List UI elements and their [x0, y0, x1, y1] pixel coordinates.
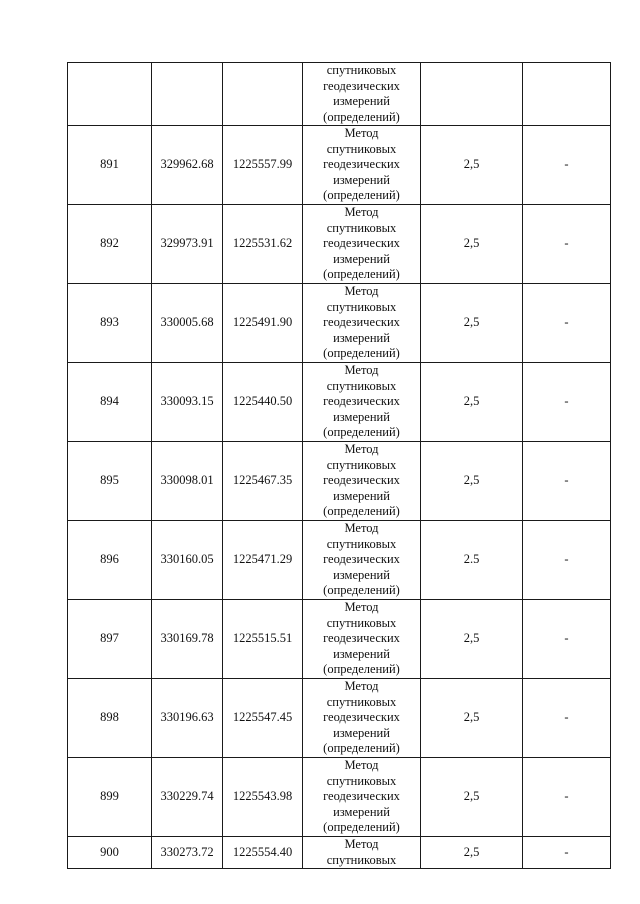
cell-note — [523, 63, 611, 126]
cell-y: 1225491.90 — [223, 284, 303, 363]
coordinates-table — [67, 62, 611, 869]
cell-number: 893 — [68, 284, 152, 363]
cell-method — [303, 205, 421, 284]
cell-accuracy — [421, 63, 523, 126]
table-row — [68, 126, 611, 205]
table-row — [68, 363, 611, 442]
method-line: спутниковых — [326, 852, 397, 867]
cell-accuracy: 2,5 — [421, 600, 523, 679]
cell-x: 330273.72 — [152, 837, 223, 869]
table-row — [68, 758, 611, 837]
method-line: геодезических — [323, 236, 400, 251]
method-clip — [303, 837, 420, 868]
method-line: измерений — [333, 646, 390, 661]
cell-accuracy: 2,5 — [421, 126, 523, 205]
cell-method — [303, 600, 421, 679]
cell-method — [303, 284, 421, 363]
method-line: измерений — [333, 567, 390, 582]
method-line: (определений) — [323, 820, 400, 835]
method-line: спутниковых — [326, 378, 397, 393]
cell-number: 900 — [68, 837, 152, 869]
cell-accuracy: 2.5 — [421, 521, 523, 600]
cell-x: 330005.68 — [152, 284, 223, 363]
method-line: Метод — [344, 521, 379, 536]
method-line: (определений) — [323, 425, 400, 440]
cell-method — [303, 837, 421, 869]
cell-x: 330169.78 — [152, 600, 223, 679]
cell-accuracy: 2,5 — [421, 837, 523, 869]
cell-number: 899 — [68, 758, 152, 837]
table-row — [68, 521, 611, 600]
cell-note: - — [523, 521, 611, 600]
cell-number — [68, 63, 152, 126]
method-line: измерений — [333, 94, 390, 108]
cell-note: - — [523, 442, 611, 521]
method-line: геодезических — [323, 552, 400, 567]
cell-x: 330098.01 — [152, 442, 223, 521]
cell-note: - — [523, 600, 611, 679]
cell-accuracy: 2,5 — [421, 758, 523, 837]
method-line: геодезических — [323, 710, 400, 725]
cell-number: 896 — [68, 521, 152, 600]
method-line: измерений — [333, 172, 390, 187]
method-line: (определений) — [323, 662, 400, 677]
method-line: геодезических — [323, 394, 400, 409]
method-line: Метод — [344, 363, 379, 378]
cell-number: 898 — [68, 679, 152, 758]
cell-y: 1225557.99 — [223, 126, 303, 205]
method-line: измерений — [333, 804, 390, 819]
method-line: Метод — [344, 679, 379, 694]
method-line: геодезических — [323, 157, 400, 172]
method-line: геодезических — [323, 78, 400, 93]
table-row — [68, 284, 611, 363]
cell-method — [303, 521, 421, 600]
cell-y: 1225547.45 — [223, 679, 303, 758]
cell-number: 892 — [68, 205, 152, 284]
cell-number: 895 — [68, 442, 152, 521]
method-line: Метод — [344, 758, 379, 773]
method-line: спутниковых — [326, 457, 397, 472]
cell-y: 1225554.40 — [223, 837, 303, 869]
method-line: (определений) — [323, 504, 400, 519]
cell-accuracy: 2,5 — [421, 363, 523, 442]
method-line: Метод — [344, 442, 379, 457]
method-line: спутниковых — [326, 694, 397, 709]
cell-x: 329973.91 — [152, 205, 223, 284]
cell-y — [223, 63, 303, 126]
cell-x — [152, 63, 223, 126]
method-line: геодезических — [323, 789, 400, 804]
cell-note: - — [523, 126, 611, 205]
method-line: спутниковых — [326, 63, 397, 77]
cell-method — [303, 363, 421, 442]
method-line: спутниковых — [326, 141, 397, 156]
table-row-fragment — [68, 63, 611, 126]
cell-y: 1225440.50 — [223, 363, 303, 442]
cell-note: - — [523, 837, 611, 869]
method-line: (определений) — [323, 583, 400, 598]
cell-method — [303, 758, 421, 837]
cell-note: - — [523, 205, 611, 284]
method-line: Метод — [344, 284, 379, 299]
table-row — [68, 600, 611, 679]
method-line: измерений — [333, 409, 390, 424]
method-line: (определений) — [323, 267, 400, 282]
table-row — [68, 679, 611, 758]
cell-number: 891 — [68, 126, 152, 205]
method-line: Метод — [344, 600, 379, 615]
method-line: измерений — [333, 725, 390, 740]
method-line: геодезических — [323, 315, 400, 330]
cell-x: 330229.74 — [152, 758, 223, 837]
method-line: измерений — [333, 488, 390, 503]
cell-note: - — [523, 363, 611, 442]
cell-x: 330093.15 — [152, 363, 223, 442]
method-line: измерений — [333, 330, 390, 345]
cell-note: - — [523, 679, 611, 758]
method-line: геодезических — [323, 631, 400, 646]
cell-note: - — [523, 758, 611, 837]
cell-y: 1225467.35 — [223, 442, 303, 521]
cell-y: 1225543.98 — [223, 758, 303, 837]
method-line: (определений) — [323, 346, 400, 361]
table-row — [68, 442, 611, 521]
cell-number: 897 — [68, 600, 152, 679]
method-line: спутниковых — [326, 615, 397, 630]
cell-method — [303, 679, 421, 758]
cell-accuracy: 2,5 — [421, 205, 523, 284]
cell-y: 1225515.51 — [223, 600, 303, 679]
cell-method — [303, 126, 421, 205]
cell-y: 1225471.29 — [223, 521, 303, 600]
method-line: геодезических — [323, 473, 400, 488]
cell-accuracy: 2,5 — [421, 679, 523, 758]
method-line: (определений) — [323, 109, 400, 124]
cell-accuracy: 2,5 — [421, 442, 523, 521]
method-line: Метод — [344, 205, 379, 220]
table-row — [68, 837, 611, 869]
cell-y: 1225531.62 — [223, 205, 303, 284]
method-line: спутниковых — [326, 773, 397, 788]
cell-accuracy: 2,5 — [421, 284, 523, 363]
method-line: измерений — [333, 251, 390, 266]
cell-number: 894 — [68, 363, 152, 442]
method-line: (определений) — [323, 741, 400, 756]
method-line: (определений) — [323, 188, 400, 203]
table-row — [68, 205, 611, 284]
cell-x: 329962.68 — [152, 126, 223, 205]
cell-method — [303, 63, 421, 126]
method-line: спутниковых — [326, 220, 397, 235]
method-line: спутниковых — [326, 536, 397, 551]
method-line: Метод — [344, 837, 379, 851]
cell-x: 330196.63 — [152, 679, 223, 758]
cell-x: 330160.05 — [152, 521, 223, 600]
method-line: спутниковых — [326, 299, 397, 314]
cell-method — [303, 442, 421, 521]
cell-note: - — [523, 284, 611, 363]
method-line: Метод — [344, 126, 379, 141]
